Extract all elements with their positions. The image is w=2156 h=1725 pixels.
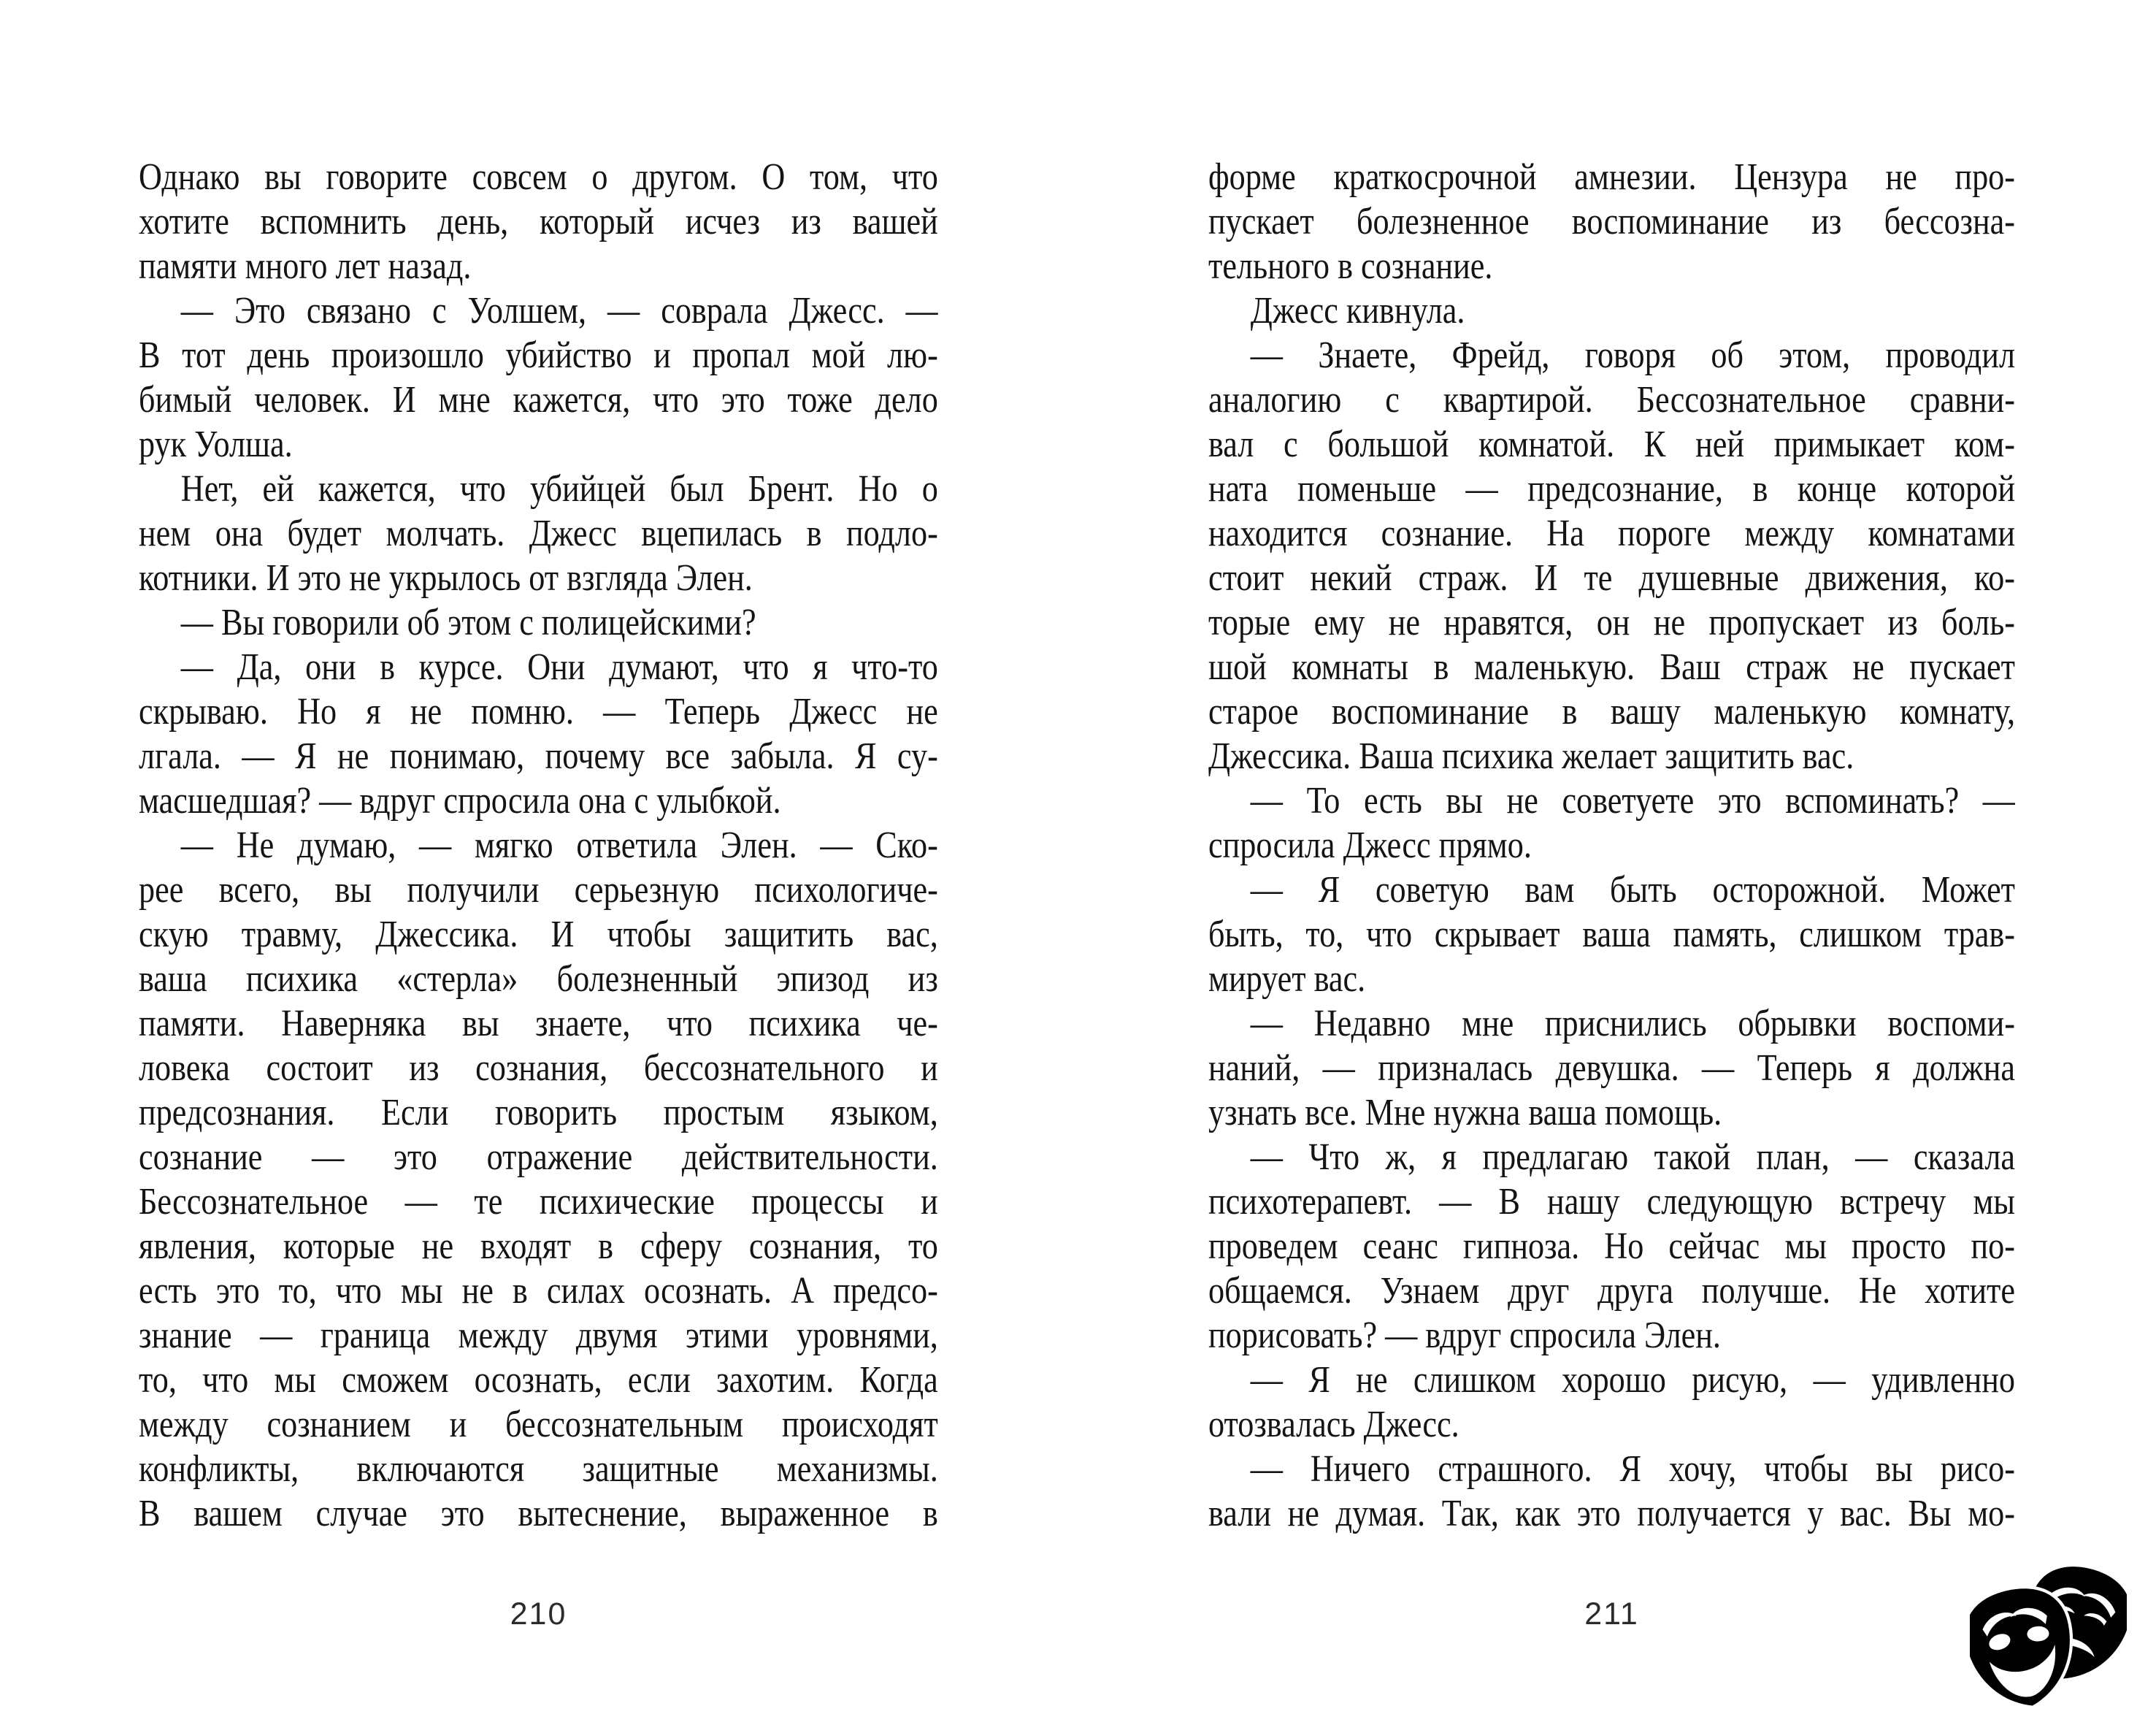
text-line: психотерапевт. — В нашу следующую встречу мы: [1208, 1181, 2015, 1223]
page-left-text: [139, 155, 938, 1536]
page-right-text: [1208, 155, 2015, 1536]
text-line: — Это связано с Уолшем, — соврала Джесс. —: [180, 290, 938, 332]
text-line: скую травму, Джессика. И чтобы защитить вас,: [139, 914, 938, 955]
text-line: Джесс кивнула.: [1250, 290, 1465, 332]
text-line: ваша психика «стерла» болезненный эпизод из: [139, 958, 938, 1000]
text-line: спросила Джесс прямо.: [1208, 825, 1532, 866]
text-line: ловека состоит из сознания, бессознательного и: [139, 1047, 938, 1089]
text-line: памяти много лет назад.: [139, 245, 472, 287]
text-line: порисовать? — вдруг спросила Элен.: [1208, 1315, 1721, 1356]
text-line: предсознания. Если говорить простым языком,: [139, 1092, 938, 1133]
text-line: старое воспоминание в вашу маленькую комнату,: [1208, 691, 2015, 733]
text-line: Джессика. Ваша психика желает защитить вас.: [1208, 735, 1854, 777]
text-line: масшедшая? — вдруг спросила она с улыбкой.: [139, 780, 781, 822]
text-line: проведем сеанс гипноза. Но сейчас мы просто по-: [1208, 1225, 2015, 1267]
text-line: общаемся. Узнаем друг друга получше. Не хотите: [1208, 1270, 2015, 1312]
text-line: нем она будет молчать. Джесс вцепилась в подло-: [139, 513, 938, 554]
text-line: есть это то, что мы не в силах осознать. А предсо-: [139, 1270, 938, 1312]
page-number-right: 211: [1584, 1596, 1639, 1632]
text-line: вали не думая. Так, как это получается у вас. Вы мо-: [1208, 1493, 2015, 1534]
text-line: стоит некий страж. И те душевные движения, ко-: [1208, 557, 2015, 599]
text-line: — Я не слишком хорошо рисую, — удивленно: [1250, 1359, 2015, 1401]
text-line: скрываю. Но я не помню. — Теперь Джесс не: [139, 691, 938, 733]
text-line: торые ему не нравятся, он не пропускает из боль-: [1208, 602, 2015, 643]
text-line: тельного в сознание.: [1208, 245, 1493, 287]
theater-masks-icon: [1970, 1565, 2127, 1707]
text-line: Однако вы говорите совсем о другом. О том, что: [139, 156, 938, 198]
page-number-left: 210: [510, 1596, 567, 1632]
text-line: В тот день произошло убийство и пропал мой лю-: [139, 334, 938, 376]
text-line: — Знаете, Фрейд, говоря об этом, проводил: [1250, 334, 2015, 376]
text-line: — Недавно мне приснились обрывки воспоми-: [1250, 1003, 2015, 1044]
text-line: — Ничего страшного. Я хочу, чтобы вы рисо-: [1250, 1448, 2015, 1490]
text-line: то, что мы сможем осознать, если захотим. Когда: [139, 1359, 938, 1401]
text-line: котники. И это не укрылось от взгляда Элен.: [139, 557, 753, 599]
text-line: — То есть вы не советуете это вспоминать? —: [1250, 780, 2015, 822]
text-line: ната поменьше — предсознание, в конце которой: [1208, 468, 2015, 510]
text-line: находится сознание. На пороге между комнатами: [1208, 513, 2015, 554]
text-line: отозвалась Джесс.: [1208, 1404, 1459, 1445]
text-line: — Вы говорили об этом с полицейскими?: [180, 602, 756, 643]
text-line: В вашем случае это вытеснение, выраженное в: [139, 1493, 938, 1534]
text-line: памяти. Наверняка вы знаете, что психика че-: [139, 1003, 938, 1044]
text-line: пускает болезненное воспоминание из бессозна-: [1208, 201, 2015, 242]
text-line: конфликты, включаются защитные механизмы.: [139, 1448, 938, 1490]
text-line: между сознанием и бессознательным происходят: [139, 1404, 938, 1445]
text-line: хотите вспомнить день, который исчез из вашей: [139, 201, 938, 242]
text-line: бимый человек. И мне кажется, что это тоже дело: [139, 379, 938, 421]
text-line: знание — граница между двумя этими уровнями,: [139, 1315, 938, 1356]
text-line: явления, которые не входят в сферу сознания, то: [139, 1225, 938, 1267]
text-line: Бессознательное — те психические процессы и: [139, 1181, 938, 1223]
text-line: узнать все. Мне нужна ваша помощь.: [1208, 1092, 1722, 1133]
text-line: мирует вас.: [1208, 958, 1366, 1000]
text-line: наний, — призналась девушка. — Теперь я должна: [1208, 1047, 2015, 1089]
text-line: шой комнаты в маленькую. Ваш страж не пускает: [1208, 646, 2015, 688]
text-line: — Да, они в курсе. Они думают, что я что-то: [180, 646, 938, 688]
text-line: аналогию с квартирой. Бессознательное сравни-: [1208, 379, 2015, 421]
text-line: — Я советую вам быть осторожной. Может: [1250, 869, 2015, 911]
text-line: быть, то, что скрывает ваша память, слишком трав-: [1208, 914, 2015, 955]
text-line: Нет, ей кажется, что убийцей был Брент. Но о: [180, 468, 938, 510]
text-line: рее всего, вы получили серьезную психологиче-: [139, 869, 938, 911]
text-line: лгала. — Я не понимаю, почему все забыла. Я су-: [139, 735, 938, 777]
text-line: вал с большой комнатой. К ней примыкает ком-: [1208, 424, 2015, 465]
text-line: форме краткосрочной амнезии. Цензура не про-: [1208, 156, 2015, 198]
text-line: рук Уолша.: [139, 424, 293, 465]
text-line: — Не думаю, — мягко ответила Элен. — Ско-: [180, 825, 938, 866]
text-line: сознание — это отражение действительности.: [139, 1136, 938, 1178]
text-line: — Что ж, я предлагаю такой план, — сказала: [1250, 1136, 2015, 1178]
